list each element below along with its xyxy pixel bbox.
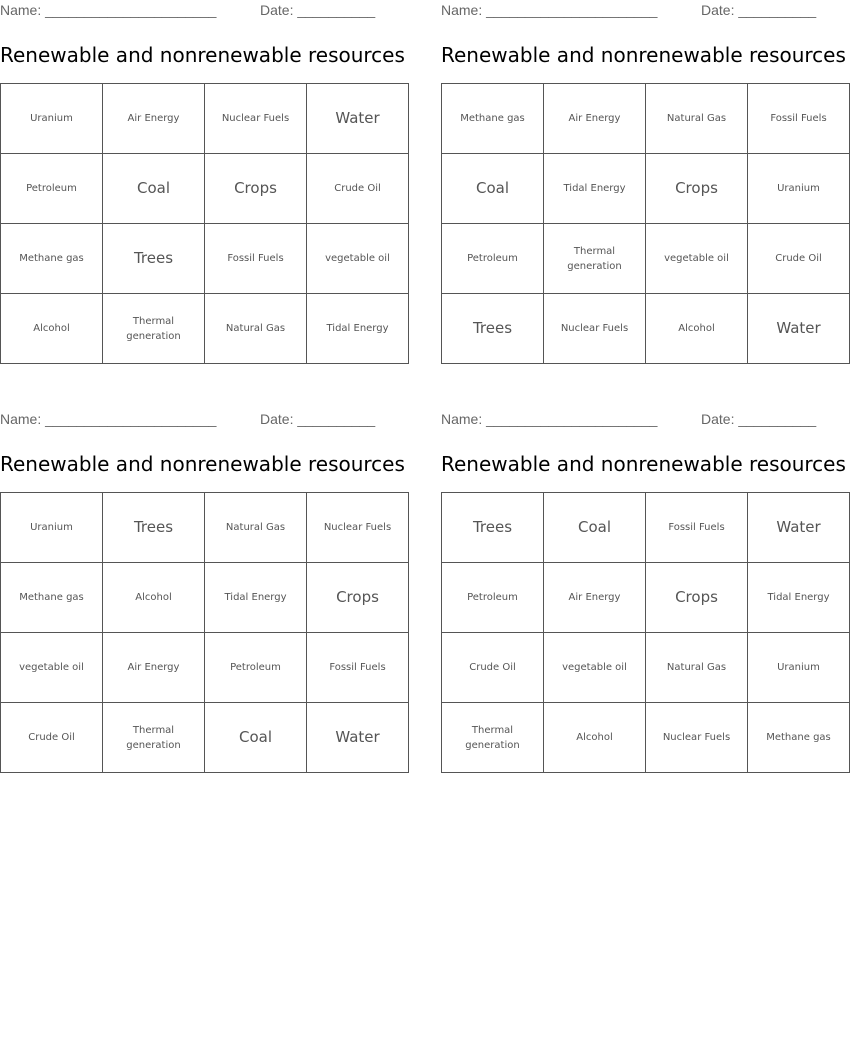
grid-cell: Natural Gas [205, 493, 307, 563]
grid-cell: Petroleum [442, 563, 544, 633]
bingo-card-4 [441, 409, 846, 751]
grid-cell: Coal [442, 154, 544, 224]
grid-cell: Trees [103, 493, 205, 563]
grid-cell: vegetable oil [646, 224, 748, 294]
grid-cell: Air Energy [544, 563, 646, 633]
bingo-grid [0, 83, 409, 364]
grid-cell: Trees [103, 224, 205, 294]
grid-cell: Tidal Energy [205, 563, 307, 633]
grid-cell: Trees [442, 493, 544, 563]
date-field-label: Date: __________ [701, 411, 817, 427]
grid-row [442, 84, 850, 154]
grid-cell: Fossil Fuels [646, 493, 748, 563]
grid-cell: Methane gas [1, 224, 103, 294]
grid-cell: Uranium [748, 154, 850, 224]
grid-row [442, 703, 850, 773]
grid-cell: Thermal generation [103, 294, 205, 364]
name-field-label: Name: ______________________ [441, 411, 658, 427]
grid-cell: Crude Oil [748, 224, 850, 294]
date-field-label: Date: __________ [260, 2, 376, 18]
grid-cell: Alcohol [103, 563, 205, 633]
card-header [0, 0, 375, 20]
grid-cell: Natural Gas [646, 84, 748, 154]
grid-cell: Nuclear Fuels [307, 493, 409, 563]
card-header [441, 409, 816, 429]
grid-row [442, 563, 850, 633]
grid-cell: Trees [442, 294, 544, 364]
grid-row [1, 633, 409, 703]
grid-row [1, 703, 409, 773]
grid-row [1, 294, 409, 364]
bingo-grid [441, 492, 850, 773]
date-field-label: Date: __________ [701, 2, 817, 18]
card-title: Renewable and nonrenewable resources [441, 452, 846, 476]
grid-cell: vegetable oil [307, 224, 409, 294]
bingo-grid [0, 492, 409, 773]
grid-cell: Crops [307, 563, 409, 633]
grid-cell: Water [748, 493, 850, 563]
bingo-card-1 [0, 0, 405, 342]
grid-row [1, 224, 409, 294]
grid-cell: Crude Oil [442, 633, 544, 703]
name-field-label: Name: ______________________ [0, 411, 217, 427]
grid-cell: Methane gas [442, 84, 544, 154]
grid-cell: Crops [646, 154, 748, 224]
grid-cell: Crops [205, 154, 307, 224]
grid-cell: Methane gas [1, 563, 103, 633]
grid-cell: Air Energy [103, 84, 205, 154]
grid-cell: Nuclear Fuels [646, 703, 748, 773]
grid-row [442, 633, 850, 703]
bingo-grid [441, 83, 850, 364]
grid-cell: Alcohol [646, 294, 748, 364]
grid-cell: Crops [646, 563, 748, 633]
grid-cell: Crude Oil [307, 154, 409, 224]
name-field-label: Name: ______________________ [0, 2, 217, 18]
grid-cell: Petroleum [442, 224, 544, 294]
grid-cell: Tidal Energy [544, 154, 646, 224]
grid-cell: Alcohol [1, 294, 103, 364]
grid-cell: Coal [205, 703, 307, 773]
grid-cell: Crude Oil [1, 703, 103, 773]
grid-cell: Water [307, 84, 409, 154]
grid-cell: vegetable oil [544, 633, 646, 703]
grid-cell: Thermal generation [544, 224, 646, 294]
grid-cell: Natural Gas [205, 294, 307, 364]
grid-cell: Uranium [748, 633, 850, 703]
grid-cell: Natural Gas [646, 633, 748, 703]
grid-row [1, 563, 409, 633]
bingo-card-2 [441, 0, 846, 337]
grid-cell: Coal [544, 493, 646, 563]
grid-cell: Tidal Energy [307, 294, 409, 364]
card-title: Renewable and nonrenewable resources [441, 43, 846, 67]
grid-cell: Petroleum [205, 633, 307, 703]
card-title: Renewable and nonrenewable resources [0, 452, 405, 476]
grid-cell: Petroleum [1, 154, 103, 224]
grid-cell: Coal [103, 154, 205, 224]
bingo-card-3 [0, 409, 405, 751]
grid-cell: Water [748, 294, 850, 364]
grid-cell: Fossil Fuels [748, 84, 850, 154]
grid-row [442, 224, 850, 294]
grid-cell: Air Energy [544, 84, 646, 154]
grid-row [442, 154, 850, 224]
grid-cell: Methane gas [748, 703, 850, 773]
grid-cell: Thermal generation [442, 703, 544, 773]
card-title: Renewable and nonrenewable resources [0, 43, 405, 67]
date-field-label: Date: __________ [260, 411, 376, 427]
card-header [0, 409, 375, 429]
name-field-label: Name: ______________________ [441, 2, 658, 18]
grid-row [442, 294, 850, 364]
grid-cell: Thermal generation [103, 703, 205, 773]
grid-cell: Uranium [1, 84, 103, 154]
grid-cell: Uranium [1, 493, 103, 563]
grid-row [1, 84, 409, 154]
grid-cell: Air Energy [103, 633, 205, 703]
card-header [441, 0, 816, 20]
grid-cell: Water [307, 703, 409, 773]
grid-cell: Tidal Energy [748, 563, 850, 633]
grid-cell: Fossil Fuels [307, 633, 409, 703]
grid-row [1, 154, 409, 224]
grid-cell: Nuclear Fuels [544, 294, 646, 364]
grid-row [442, 493, 850, 563]
grid-row [1, 493, 409, 563]
grid-cell: vegetable oil [1, 633, 103, 703]
grid-cell: Fossil Fuels [205, 224, 307, 294]
grid-cell: Alcohol [544, 703, 646, 773]
grid-cell: Nuclear Fuels [205, 84, 307, 154]
